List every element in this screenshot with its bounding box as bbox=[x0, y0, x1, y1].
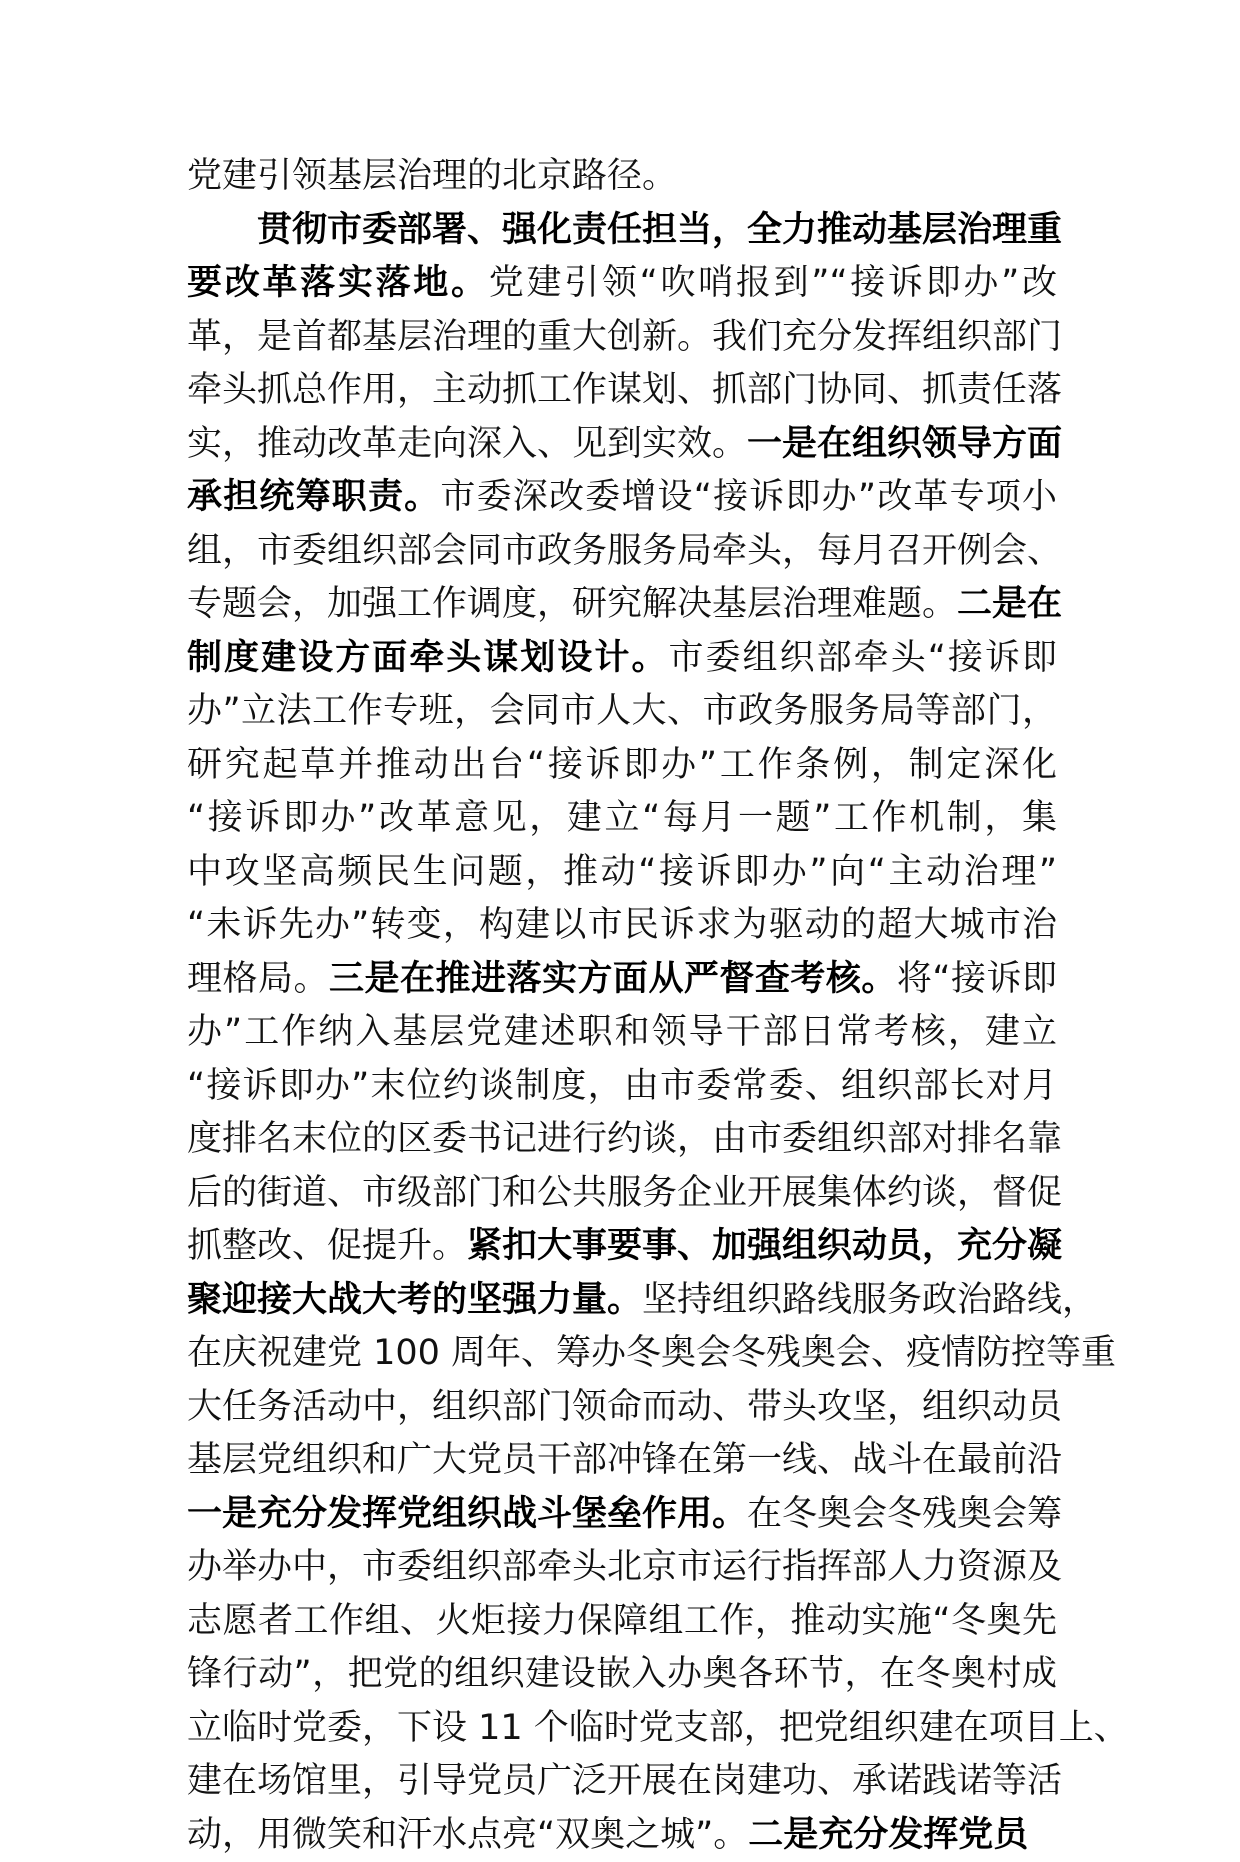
text-segment: 在庆祝建党 100 周年、筹办冬奥会冬残奥会、疫情防控等重 bbox=[187, 1333, 1116, 1373]
text-line bbox=[187, 1595, 1057, 1649]
text-segment: 实，推动改革走向深入、见到实效。 bbox=[187, 424, 747, 464]
text-segment: 市委深改委增设“接诉即办”改革专项小 bbox=[440, 477, 1057, 517]
text-segment: 办举办中，市委组织部牵头北京市运行指挥部人力资源及 bbox=[187, 1547, 1062, 1587]
text-segment: 后的街道、市级部门和公共服务企业开展集体约谈，督促 bbox=[187, 1173, 1062, 1213]
text-line bbox=[187, 364, 1057, 418]
bold-text-segment: 紧扣大事要事、加强组织动员，充分凝 bbox=[467, 1226, 1062, 1266]
text-line bbox=[187, 1327, 1057, 1381]
bold-text-segment: 承担统筹职责。 bbox=[187, 477, 440, 517]
text-line bbox=[187, 632, 1057, 686]
text-line bbox=[187, 1167, 1057, 1221]
text-segment: 建在场馆里，引导党员广泛开展在岗建功、承诺践诺等活 bbox=[187, 1761, 1062, 1801]
text-segment: 研究起草并推动出台“接诉即办”工作条例，制定深化 bbox=[187, 745, 1057, 785]
text-line bbox=[187, 1060, 1057, 1114]
text-segment: 坚持组织路线服务政治路线， bbox=[642, 1280, 1097, 1320]
text-segment: 市委组织部牵头“接诉即 bbox=[668, 638, 1057, 678]
text-line bbox=[187, 1702, 1057, 1756]
text-line bbox=[187, 1381, 1057, 1435]
text-segment: 中攻坚高频民生问题，推动“接诉即办”向“主动治理” bbox=[187, 852, 1057, 892]
text-segment: 党建引领“吹哨报到”“接诉即办”改 bbox=[489, 263, 1057, 303]
text-segment: 理格局。 bbox=[187, 959, 329, 999]
bold-text-segment: 聚迎接大战大考的坚强力量。 bbox=[187, 1280, 642, 1320]
text-line bbox=[187, 525, 1057, 579]
text-line bbox=[187, 578, 1057, 632]
text-line bbox=[187, 257, 1057, 311]
bold-text-segment: 要改革落实落地。 bbox=[187, 263, 489, 303]
bold-text-segment: 二是充分发挥党员 bbox=[748, 1815, 1028, 1855]
text-segment: 动，用微笑和汗水点亮“双奥之城”。 bbox=[187, 1815, 748, 1855]
text-line bbox=[187, 1220, 1057, 1274]
text-segment: 基层党组织和广大党员干部冲锋在第一线、战斗在最前沿 bbox=[187, 1440, 1062, 1480]
text-segment: 度排名末位的区委书记进行约谈，由市委组织部对排名靠 bbox=[187, 1119, 1062, 1159]
text-line bbox=[187, 685, 1057, 739]
text-segment: 牵头抓总作用，主动抓工作谋划、抓部门协同、抓责任落 bbox=[187, 370, 1062, 410]
text-line bbox=[187, 1113, 1057, 1167]
text-segment: 专题会，加强工作调度，研究解决基层治理难题。 bbox=[187, 584, 957, 624]
text-line bbox=[187, 739, 1057, 793]
bold-text-segment: 制度建设方面牵头谋划设计。 bbox=[187, 638, 668, 678]
text-segment: 在冬奥会冬残奥会筹 bbox=[747, 1494, 1062, 1534]
text-segment: 抓整改、促提升。 bbox=[187, 1226, 467, 1266]
text-segment: 将“接诉即 bbox=[897, 959, 1057, 999]
bold-text-segment: 二是在 bbox=[957, 584, 1062, 624]
text-line bbox=[187, 846, 1057, 900]
text-segment: “接诉即办”改革意见，建立“每月一题”工作机制，集 bbox=[187, 798, 1057, 838]
text-segment: “接诉即办”末位约谈制度，由市委常委、组织部长对月 bbox=[187, 1066, 1057, 1106]
text-line bbox=[187, 1488, 1057, 1542]
bold-text-segment: 贯彻市委部署、强化责任担当，全力推动基层治理重 bbox=[257, 210, 1062, 250]
bold-text-segment: 一是在组织领导方面 bbox=[747, 424, 1062, 464]
text-segment: 锋行动”，把党的组织建设嵌入办奥各环节，在冬奥村成 bbox=[187, 1654, 1057, 1694]
text-segment: 党建引领基层治理的北京路径。 bbox=[187, 156, 677, 196]
text-segment: “未诉先办”转变，构建以市民诉求为驱动的超大城市治 bbox=[187, 905, 1057, 945]
text-segment: 组，市委组织部会同市政务服务局牵头，每月召开例会、 bbox=[187, 531, 1062, 571]
bold-text-segment: 一是充分发挥党组织战斗堡垒作用。 bbox=[187, 1494, 747, 1534]
text-segment: 办”立法工作专班，会同市人大、市政务服务局等部门， bbox=[187, 691, 1057, 731]
bold-text-segment: 三是在推进落实方面从严督查考核。 bbox=[329, 959, 897, 999]
text-line bbox=[187, 204, 1057, 258]
text-line bbox=[187, 792, 1057, 846]
text-segment: 志愿者工作组、火炬接力保障组工作，推动实施“冬奥先 bbox=[187, 1601, 1057, 1641]
text-line bbox=[187, 471, 1057, 525]
text-segment: 办”工作纳入基层党建述职和领导干部日常考核，建立 bbox=[187, 1012, 1057, 1052]
text-line bbox=[187, 899, 1057, 953]
text-line bbox=[187, 1006, 1057, 1060]
text-line bbox=[187, 150, 1057, 204]
text-segment: 大任务活动中，组织部门领命而动、带头攻坚，组织动员 bbox=[187, 1387, 1062, 1427]
text-line bbox=[187, 953, 1057, 1007]
text-line bbox=[187, 1434, 1057, 1488]
text-line bbox=[187, 418, 1057, 472]
text-line bbox=[187, 1541, 1057, 1595]
text-line bbox=[187, 1755, 1057, 1809]
text-line bbox=[187, 1648, 1057, 1702]
text-segment: 立临时党委，下设 11 个临时党支部，把党组织建在项目上、 bbox=[187, 1708, 1129, 1748]
body-text bbox=[187, 150, 1057, 1862]
text-segment: 革，是首都基层治理的重大创新。我们充分发挥组织部门 bbox=[187, 317, 1062, 357]
text-line bbox=[187, 311, 1057, 365]
text-line bbox=[187, 1809, 1057, 1862]
text-line bbox=[187, 1274, 1057, 1328]
